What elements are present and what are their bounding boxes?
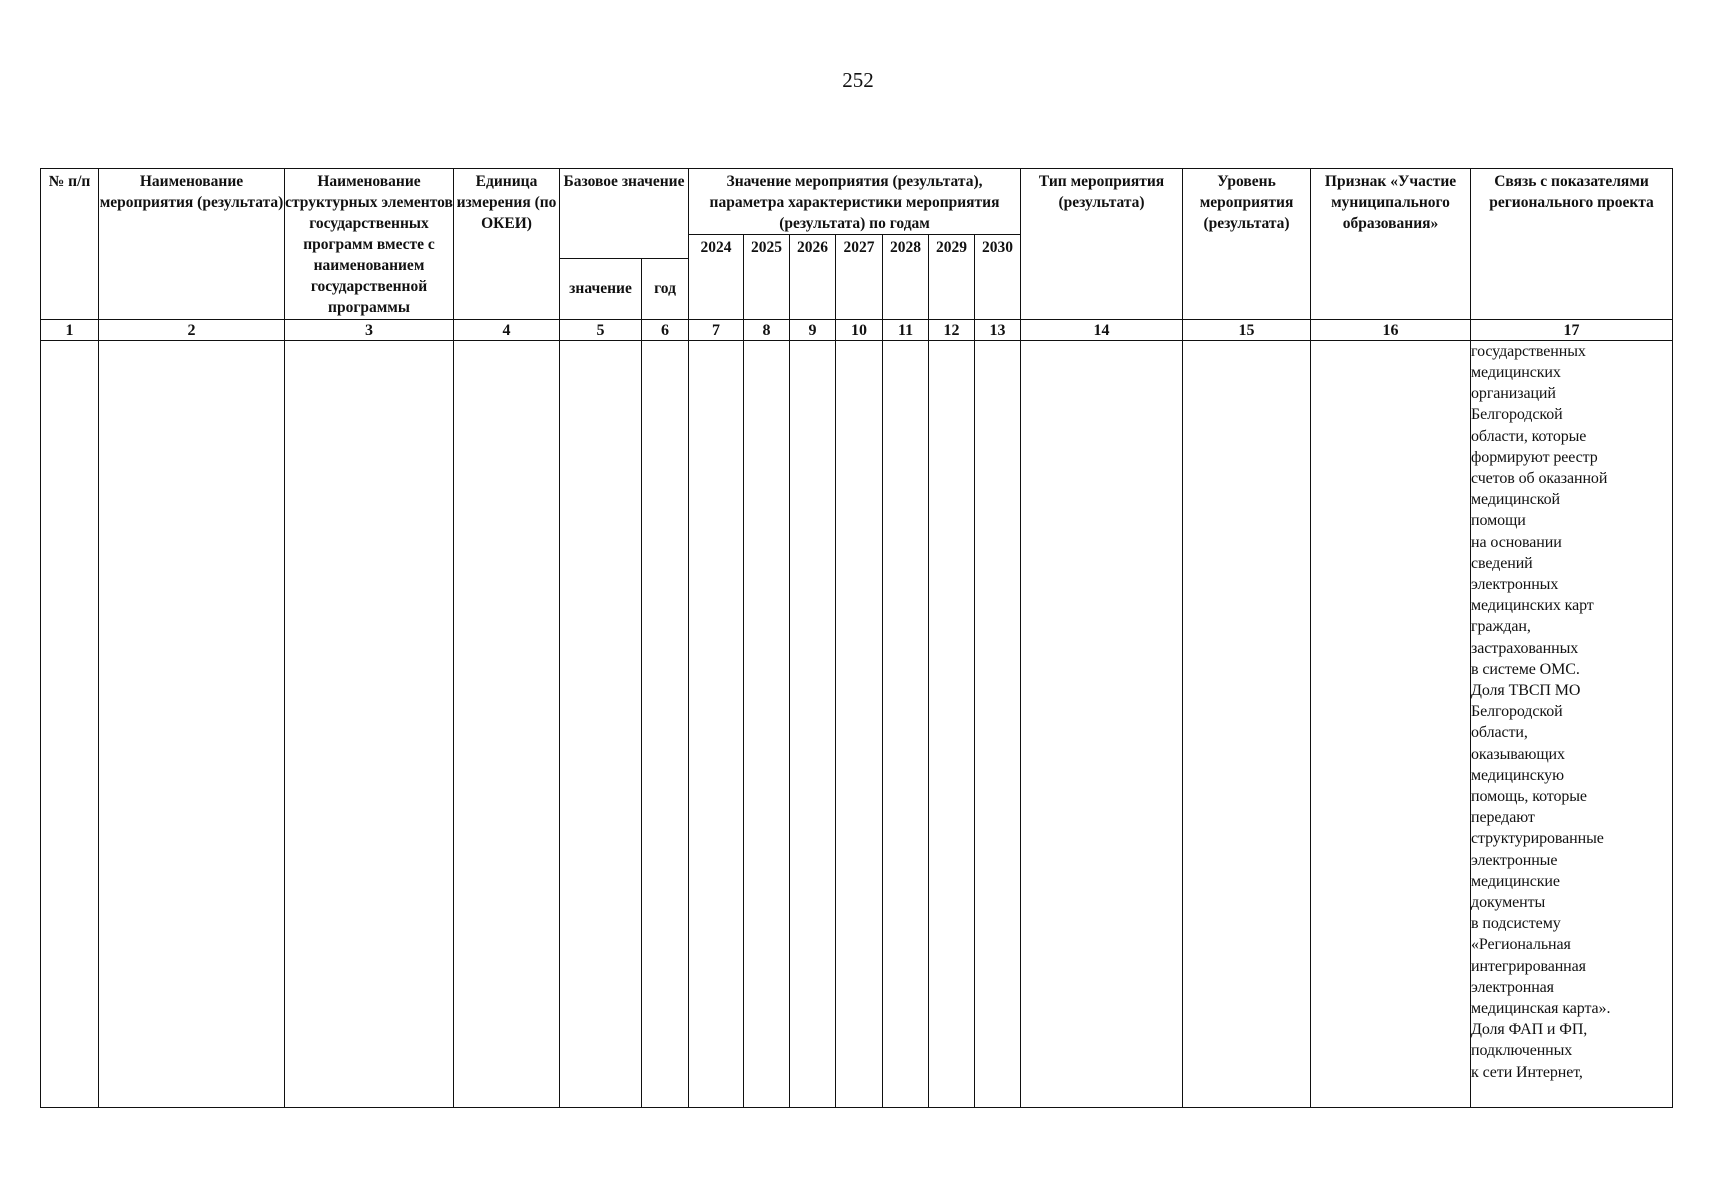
- col-num-17: 17: [1471, 319, 1673, 340]
- header-structural: Наименование структурных элементов государственных программ вместе с наименованием государственной программы: [285, 169, 454, 320]
- header-values-title: Значение мероприятия (результата), параметра характеристики мероприятия (результата) по годам: [689, 169, 1021, 235]
- cell-level: [1183, 340, 1311, 1107]
- cell-connection: [1471, 340, 1673, 1107]
- cell-num: [41, 340, 99, 1107]
- connection-line: электронные: [1471, 851, 1558, 869]
- connection-line: документы: [1471, 894, 1546, 912]
- header-base-year: год: [642, 258, 689, 319]
- col-num-16: 16: [1311, 319, 1471, 340]
- connection-line: Доля ФАП и ФП,: [1471, 1021, 1588, 1039]
- connection-line: организаций: [1471, 385, 1556, 403]
- col-num-5: 5: [560, 319, 642, 340]
- table-row: [41, 340, 1673, 1107]
- cell-sign: [1311, 340, 1471, 1107]
- connection-line: медицинские: [1471, 872, 1560, 890]
- connection-line: области, которые: [1471, 427, 1587, 445]
- col-num-14: 14: [1021, 319, 1183, 340]
- connection-line: сведений: [1471, 554, 1533, 572]
- connection-line: области,: [1471, 724, 1528, 742]
- cell-2030: [975, 340, 1021, 1107]
- header-year-2028: 2028: [883, 235, 929, 320]
- header-num: № п/п: [41, 169, 99, 320]
- connection-line: передают: [1471, 809, 1535, 827]
- connection-line: на основании: [1471, 533, 1562, 551]
- connection-line: Доля ТВСП МО: [1471, 681, 1581, 699]
- col-num-3: 3: [285, 319, 454, 340]
- header-year-2029: 2029: [929, 235, 975, 320]
- cell-unit: [454, 340, 560, 1107]
- connection-line: к сети Интернет,: [1471, 1063, 1583, 1081]
- header-year-2027: 2027: [836, 235, 883, 320]
- header-sign: Признак «Участие муниципального образования»: [1311, 169, 1471, 320]
- connection-line: «Региональная: [1471, 936, 1571, 954]
- connection-line: счетов об оказанной: [1471, 469, 1608, 487]
- connection-line: государственных: [1471, 342, 1586, 360]
- cell-2027: [836, 340, 883, 1107]
- header-year-2030: 2030: [975, 235, 1021, 320]
- connection-line: медицинских карт: [1471, 597, 1594, 615]
- header-year-2024: 2024: [689, 235, 744, 320]
- cell-2029: [929, 340, 975, 1107]
- header-base: Базовое значение: [560, 169, 689, 259]
- col-num-6: 6: [642, 319, 689, 340]
- connection-line: медицинская карта».: [1471, 1000, 1611, 1018]
- col-num-13: 13: [975, 319, 1021, 340]
- header-unit: Единица измерения (по ОКЕИ): [454, 169, 560, 320]
- col-num-15: 15: [1183, 319, 1311, 340]
- cell-type: [1021, 340, 1183, 1107]
- connection-line: оказывающих: [1471, 745, 1565, 763]
- cell-2025: [744, 340, 790, 1107]
- connection-line: граждан,: [1471, 618, 1531, 636]
- connection-line: медицинских: [1471, 363, 1561, 381]
- connection-line: подключенных: [1471, 1042, 1573, 1060]
- col-num-8: 8: [744, 319, 790, 340]
- col-num-9: 9: [790, 319, 836, 340]
- col-num-4: 4: [454, 319, 560, 340]
- header-base-value: значение: [560, 258, 642, 319]
- connection-line: Белгородской: [1471, 703, 1563, 721]
- connection-line: медицинскую: [1471, 766, 1564, 784]
- col-num-12: 12: [929, 319, 975, 340]
- col-num-7: 7: [689, 319, 744, 340]
- connection-line: формируют реестр: [1471, 448, 1598, 466]
- col-num-2: 2: [99, 319, 285, 340]
- header-year-2026: 2026: [790, 235, 836, 320]
- header-name: Наименование мероприятия (результата): [99, 169, 285, 320]
- cell-2024: [689, 340, 744, 1107]
- connection-line: интегрированная: [1471, 957, 1586, 975]
- cell-2026: [790, 340, 836, 1107]
- connection-line: медицинской: [1471, 491, 1560, 509]
- header-level: Уровень мероприятия (результата): [1183, 169, 1311, 320]
- page-number: 252: [842, 68, 874, 92]
- cell-base-value: [560, 340, 642, 1107]
- header-year-2025: 2025: [744, 235, 790, 320]
- col-num-10: 10: [836, 319, 883, 340]
- connection-line: электронная: [1471, 978, 1554, 996]
- connection-line: помощь, которые: [1471, 788, 1587, 805]
- connection-line: электронных: [1471, 575, 1559, 593]
- cell-structural: [285, 340, 454, 1107]
- results-table: [40, 168, 1673, 1108]
- header-connection: Связь с показателями регионального проекта: [1471, 169, 1673, 320]
- connection-line: застрахованных: [1471, 639, 1579, 657]
- cell-base-year: [642, 340, 689, 1107]
- connection-line: в системе ОМС.: [1471, 660, 1580, 678]
- col-num-1: 1: [41, 319, 99, 340]
- column-numbers-row: [41, 319, 1673, 340]
- connection-line: помощи: [1471, 512, 1526, 530]
- col-num-11: 11: [883, 319, 929, 340]
- cell-2028: [883, 340, 929, 1107]
- connection-line: структурированные: [1471, 830, 1604, 848]
- connection-line: Белгородской: [1471, 406, 1563, 424]
- header-type: Тип мероприятия (результата): [1021, 169, 1183, 320]
- cell-name: [99, 340, 285, 1107]
- connection-line: в подсистему: [1471, 915, 1561, 933]
